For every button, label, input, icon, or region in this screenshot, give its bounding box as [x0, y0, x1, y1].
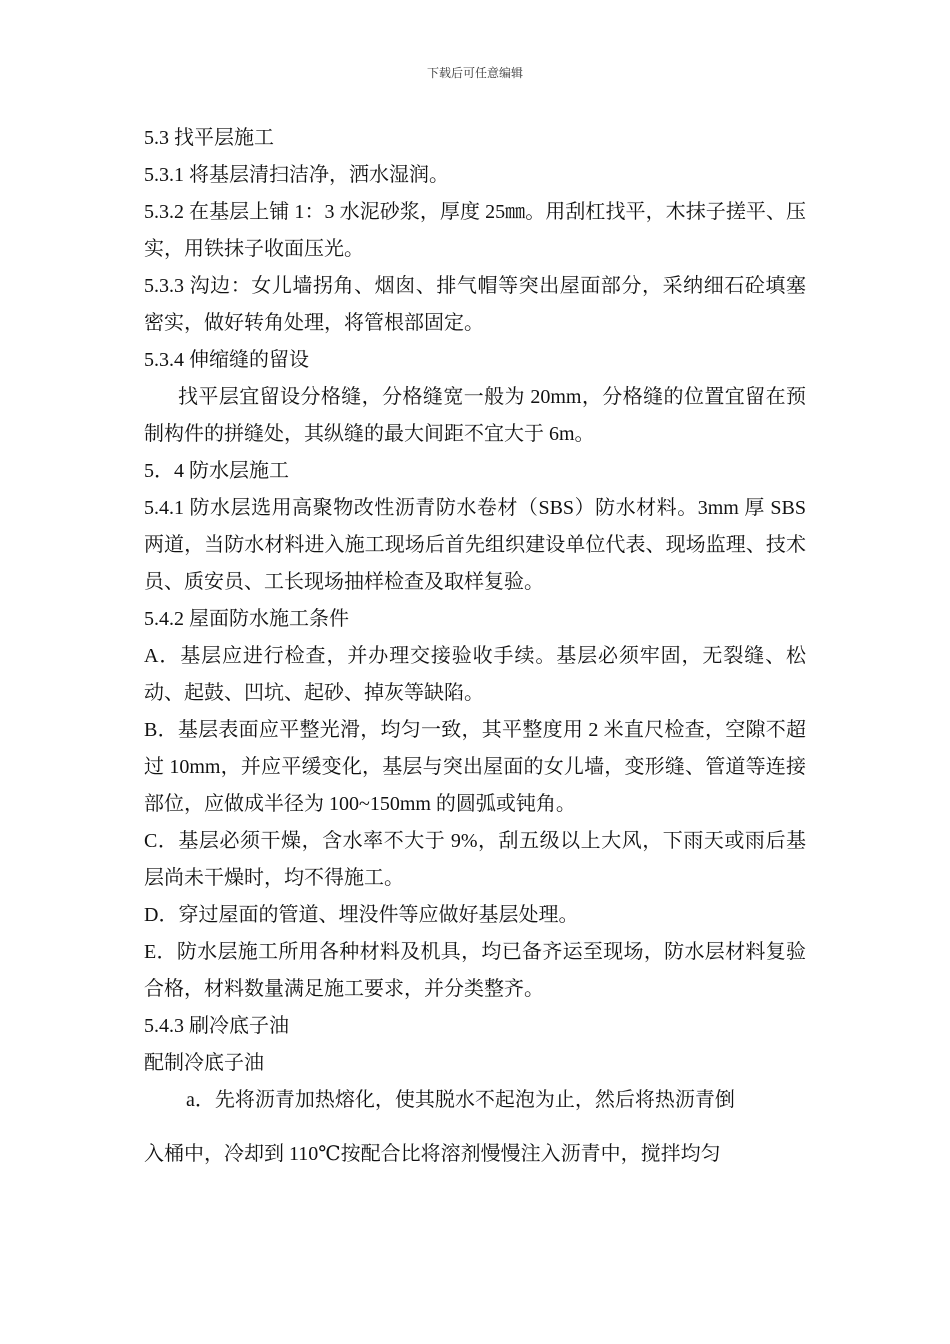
paragraph-5-4-3: 5.4.3 刷冷底子油 — [144, 1015, 289, 1037]
paragraph-prepare-primer: 配制冷底子油 — [144, 1052, 264, 1074]
document-body — [144, 120, 806, 1174]
paragraph-5-4-2: 5.4.2 屋面防水施工条件 — [144, 608, 349, 630]
paragraph-step-a: a．先将沥青加热熔化，使其脱水不起泡为止，然后将热沥青倒 — [186, 1089, 735, 1111]
section-heading-5-4: 5．4 防水层施工 — [144, 460, 289, 482]
paragraph-5-3-1: 5.3.1 将基层清扫洁净，洒水湿润。 — [144, 164, 449, 186]
paragraph-condition-c: C．基层必须干燥，含水率不大于 9%，刮五级以上大风，下雨天或雨后基层尚未干燥时，均不得施工。 — [144, 830, 806, 889]
paragraph-condition-a: A．基层应进行检查，并办理交接验收手续。基层必须牢固，无裂缝、松动、起鼓、凹坑、起砂、掉灰等缺陷。 — [144, 645, 806, 704]
paragraph-5-3-2: 5.3.2 在基层上铺 1：3 水泥砂浆，厚度 25㎜。用刮杠找平，木抹子搓平、压实，用铁抹子收面压光。 — [144, 201, 806, 260]
paragraph-condition-d: D．穿过屋面的管道、埋没件等应做好基层处理。 — [144, 904, 579, 926]
paragraph-5-3-3: 5.3.3 沟边：女儿墙拐角、烟囱、排气帽等突出屋面部分，采纳细石砼填塞密实，做好转角处理，将管根部固定。 — [144, 275, 806, 334]
page-header: 下载后可任意编辑 — [426, 66, 523, 80]
paragraph-condition-e: E．防水层施工所用各种材料及机具，均已备齐运至现场，防水层材料复验合格，材料数量满足施工要求，并分类整齐。 — [144, 941, 806, 1000]
paragraph-expansion-joint: 找平层宜留设分格缝，分格缝宽一般为 20mm，分格缝的位置宜留在预制构件的拼缝处，其纵缝的最大间距不宜大于 6m。 — [144, 386, 806, 445]
section-heading-5-3: 5.3 找平层施工 — [144, 127, 274, 149]
paragraph-step-a-continued: 入桶中，冷却到 110℃按配合比将溶剂慢慢注入沥青中，搅拌均匀 — [144, 1143, 721, 1165]
paragraph-5-3-4: 5.3.4 伸缩缝的留设 — [144, 349, 309, 371]
paragraph-5-4-1: 5.4.1 防水层选用高聚物改性沥青防水卷材（SBS）防水材料。3mm 厚 SBS 两道，当防水材料进入施工现场后首先组织建设单位代表、现场监理、技术员、质安员、工长现场抽样检查及取样复验。 — [144, 497, 806, 593]
paragraph-condition-b: B．基层表面应平整光滑，均匀一致，其平整度用 2 米直尺检查，空隙不超过 10mm，并应平缓变化，基层与突出屋面的女儿墙，变形缝、管道等连接部位，应做成半径为 100~150mm 的圆弧或钝角。 — [144, 719, 806, 815]
